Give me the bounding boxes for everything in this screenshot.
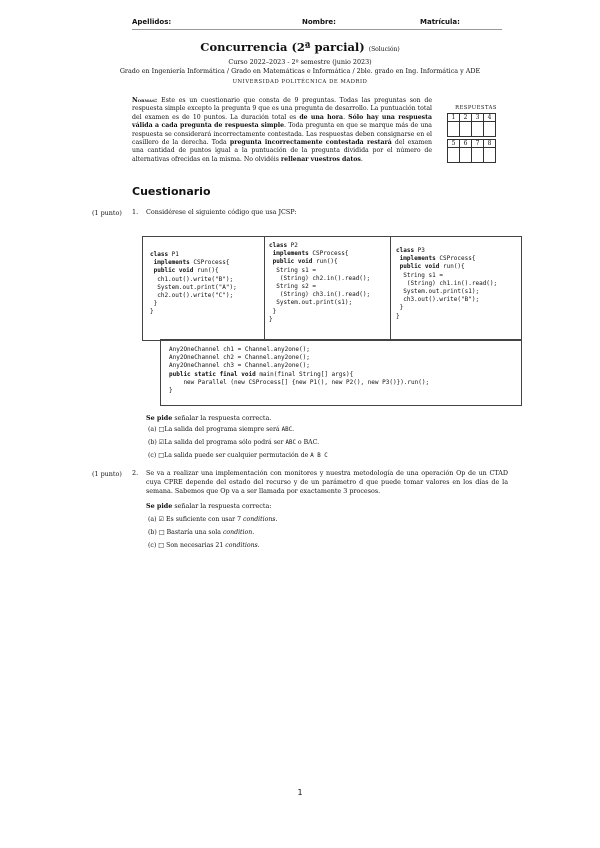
q1-prompt [146,414,271,423]
code-line: } [396,312,400,320]
answer-cell-number: 2 [460,114,472,122]
code-line: System.out.print("A"); [150,283,237,291]
q1-text: Considérese el siguiente código que usa JCSP: [146,207,297,216]
rules-text-1: Este es un cuestionario que consta de 9 preguntas. Todas las preguntas son de respuesta simple excepto la pregunta 9 que es una pregunta de desarrollo. La puntuación total del examen es de 10 puntos. La duración total es [132,97,432,121]
course-line: Curso 2022–2023 - 2º semestre (junio 2023) [228,58,372,66]
answer-cell-input[interactable] [448,148,460,163]
code-line: implements CSProcess{ [399,255,476,263]
code-line: String s1 = [269,266,316,274]
q2-points: (1 punto) [92,470,122,478]
option-tail: . [257,542,260,549]
header-divider [132,29,502,30]
answer-cell-input[interactable] [460,148,472,163]
answer-cell-number: 4 [484,114,496,122]
apellidos-label: Apellidos: [132,18,172,26]
answer-cell-number: 6 [460,140,472,148]
option-label: (a) [148,516,157,523]
nombre-label: Nombre: [302,18,336,26]
rules-bold-3: pregunta incorrectamente contestada restará [229,139,392,147]
option-tail: . [252,529,255,536]
answer-cell-number: 5 [448,140,460,148]
title-tag: (Solución) [368,46,400,53]
option-text: Bastaría una sola [166,529,223,536]
answer-cell-input[interactable] [448,122,460,137]
option-text: La salida del programa sólo podrá ser [164,439,286,446]
exam-title [0,40,600,54]
q2-text: Se va a realizar una implementación con monitores y nuestra metodología de una operación Op de un CTAD cuya CPRE depende del estado del recurso y de un parámetro d que puede tomar valores en los días de la semana. Sabemos que Op va a ser llamada por exactamente 3 procesos. [146,469,508,495]
code-line: public static final void main(final String[] args){ [169,370,354,378]
q2-prompt-rest: señalar la respuesta correcta: [172,502,272,510]
option-label: (a) [148,426,157,433]
checkbox-icon[interactable]: □ [158,542,165,549]
code-line: (String) ch1.in().read(); [396,279,498,287]
answer-cell-number: 7 [472,140,484,148]
code-line: class P2 [269,242,298,249]
code-line: class P3 [396,247,425,254]
rules-text-4: del examen una cantidad de puntos igual a la puntuación de la pregunta dividida por el número de alternativas ofrecidas en la misma. No olvidéis [132,139,433,163]
code-line: } [269,315,273,323]
option-emphasis: condition [222,529,253,536]
option-tail: . [292,426,295,433]
code-line: System.out.print(s1); [269,299,353,307]
code-line: } [269,307,277,315]
code-line: class P1 [150,251,179,258]
title-part: (2ª parcial) [291,40,365,54]
answers-grid-bottom [447,139,496,163]
answers-label: RESPUESTAS [455,105,497,111]
code-line: System.out.print(s1); [396,288,480,296]
rules-text-3: . Toda pregunta en que se marque más de una respuesta se considerará incorrectamente contestada. Las respuestas deben consignarse en el casillero de la derecha. Toda [132,122,432,147]
q1-points: (1 punto) [92,209,122,217]
code-p3 [396,247,497,321]
answer-cell-number: 8 [484,140,496,148]
degrees-line: Grado en Ingeniería Informática / Grado en Matemáticas e Informática / 2ble. grado en Ing. Informática y ADE [119,67,481,75]
matricula-label: Matrícula: [420,18,460,26]
q1-option-b[interactable] [148,438,319,448]
title-main: Concurrencia [200,40,288,54]
option-code: ABC [281,427,293,433]
q2-option-b[interactable] [148,528,254,537]
section-title: Cuestionario [132,185,211,198]
answer-cell-input[interactable] [472,122,484,137]
answer-cell-input[interactable] [460,122,472,137]
option-text: Son necesarias 21 [166,542,226,549]
answer-cell-input[interactable] [484,122,496,137]
answer-cell-input[interactable] [484,148,496,163]
q2-option-a[interactable] [148,515,277,524]
q1-option-c[interactable] [148,451,328,461]
code-line: (String) ch3.in().read(); [269,291,371,299]
code-line: ch3.out().write("B"); [396,296,480,304]
q2-prompt-bold: Se pide [146,502,173,510]
code-main [169,346,429,395]
option-code: A B C [310,453,328,459]
code-line: public void run(){ [272,258,338,266]
code-line: } [169,387,173,395]
q1-option-a[interactable] [148,425,294,435]
university-line: UNIVERSIDAD POLITÉCNICA DE MADRID [232,79,368,85]
rules-text-5: . [360,155,363,163]
option-tail: o BAC. [295,439,320,446]
option-label: (c) [148,542,157,549]
option-emphasis: conditions [225,542,258,549]
answers-grid-top [447,113,496,137]
code-line: } [150,300,158,308]
code-line: implements CSProcess{ [272,250,349,258]
q2-prompt [146,502,271,511]
code-divider [264,237,265,339]
checkbox-icon[interactable]: □ [158,452,165,459]
code-line: Any2OneChannel ch2 = Channel.any2one(); [169,354,310,362]
code-line: String s1 = [396,271,443,279]
option-text: La salida del programa siempre será [164,426,282,433]
page-number: 1 [297,788,303,797]
answer-cell-number: 1 [448,114,460,122]
option-code: ABC [285,440,296,446]
option-text: Es suficiente con usar 7 [166,516,244,523]
q1-number: 1. [132,207,139,216]
code-line: } [396,304,404,312]
checkbox-icon[interactable]: □ [158,426,165,433]
option-tail: . [275,516,278,523]
answer-cell-number: 3 [472,114,484,122]
code-divider [390,237,391,339]
rules-text-2: . [343,113,349,121]
option-emphasis: conditions [243,516,276,523]
code-line: String s2 = [269,283,316,291]
code-line: new Parallel (new CSProcess[] {new P1(), new P2(), new P3()}).run(); [169,378,430,386]
code-p1 [150,251,237,317]
code-line: public void run(){ [153,267,219,275]
code-line: (String) ch2.in().read(); [269,274,371,282]
code-line: public void run(){ [399,263,465,271]
q1-prompt-rest: señalar la respuesta correcta. [172,414,272,422]
code-line: } [150,308,154,316]
code-p2 [269,242,370,324]
checkbox-icon[interactable]: □ [158,529,165,536]
checked-checkbox-icon[interactable]: ☑ [158,516,165,523]
rules-lead: Normas: [132,97,158,104]
checked-checkbox-icon[interactable]: ☑ [158,439,165,446]
rules-bold-1: de una hora [299,113,344,121]
code-line: ch1.out().write("B"); [150,275,234,283]
code-processes-box [142,236,522,341]
rules-bold-4: rellenar vuestros datos [280,155,361,163]
code-line: Any2OneChannel ch1 = Channel.any2one(); [169,346,310,353]
q1-prompt-bold: Se pide [146,414,173,422]
rules-bold-2: Sólo hay una respuesta válida a cada pregunta de respuesta simple [132,113,432,130]
option-label: (b) [148,529,157,536]
answer-cell-input[interactable] [472,148,484,163]
q2-option-c[interactable] [148,541,260,550]
code-main-box [160,339,522,406]
option-label: (b) [148,439,157,446]
option-text: La salida puede ser cualquier permutación de [164,452,311,459]
q2-number: 2. [132,469,139,477]
option-label: (c) [148,452,157,459]
code-line: Any2OneChannel ch3 = Channel.any2one(); [169,362,310,370]
code-line: ch2.out().write("C"); [150,292,234,300]
code-line: implements CSProcess{ [153,259,230,267]
exam-rules [132,97,432,164]
